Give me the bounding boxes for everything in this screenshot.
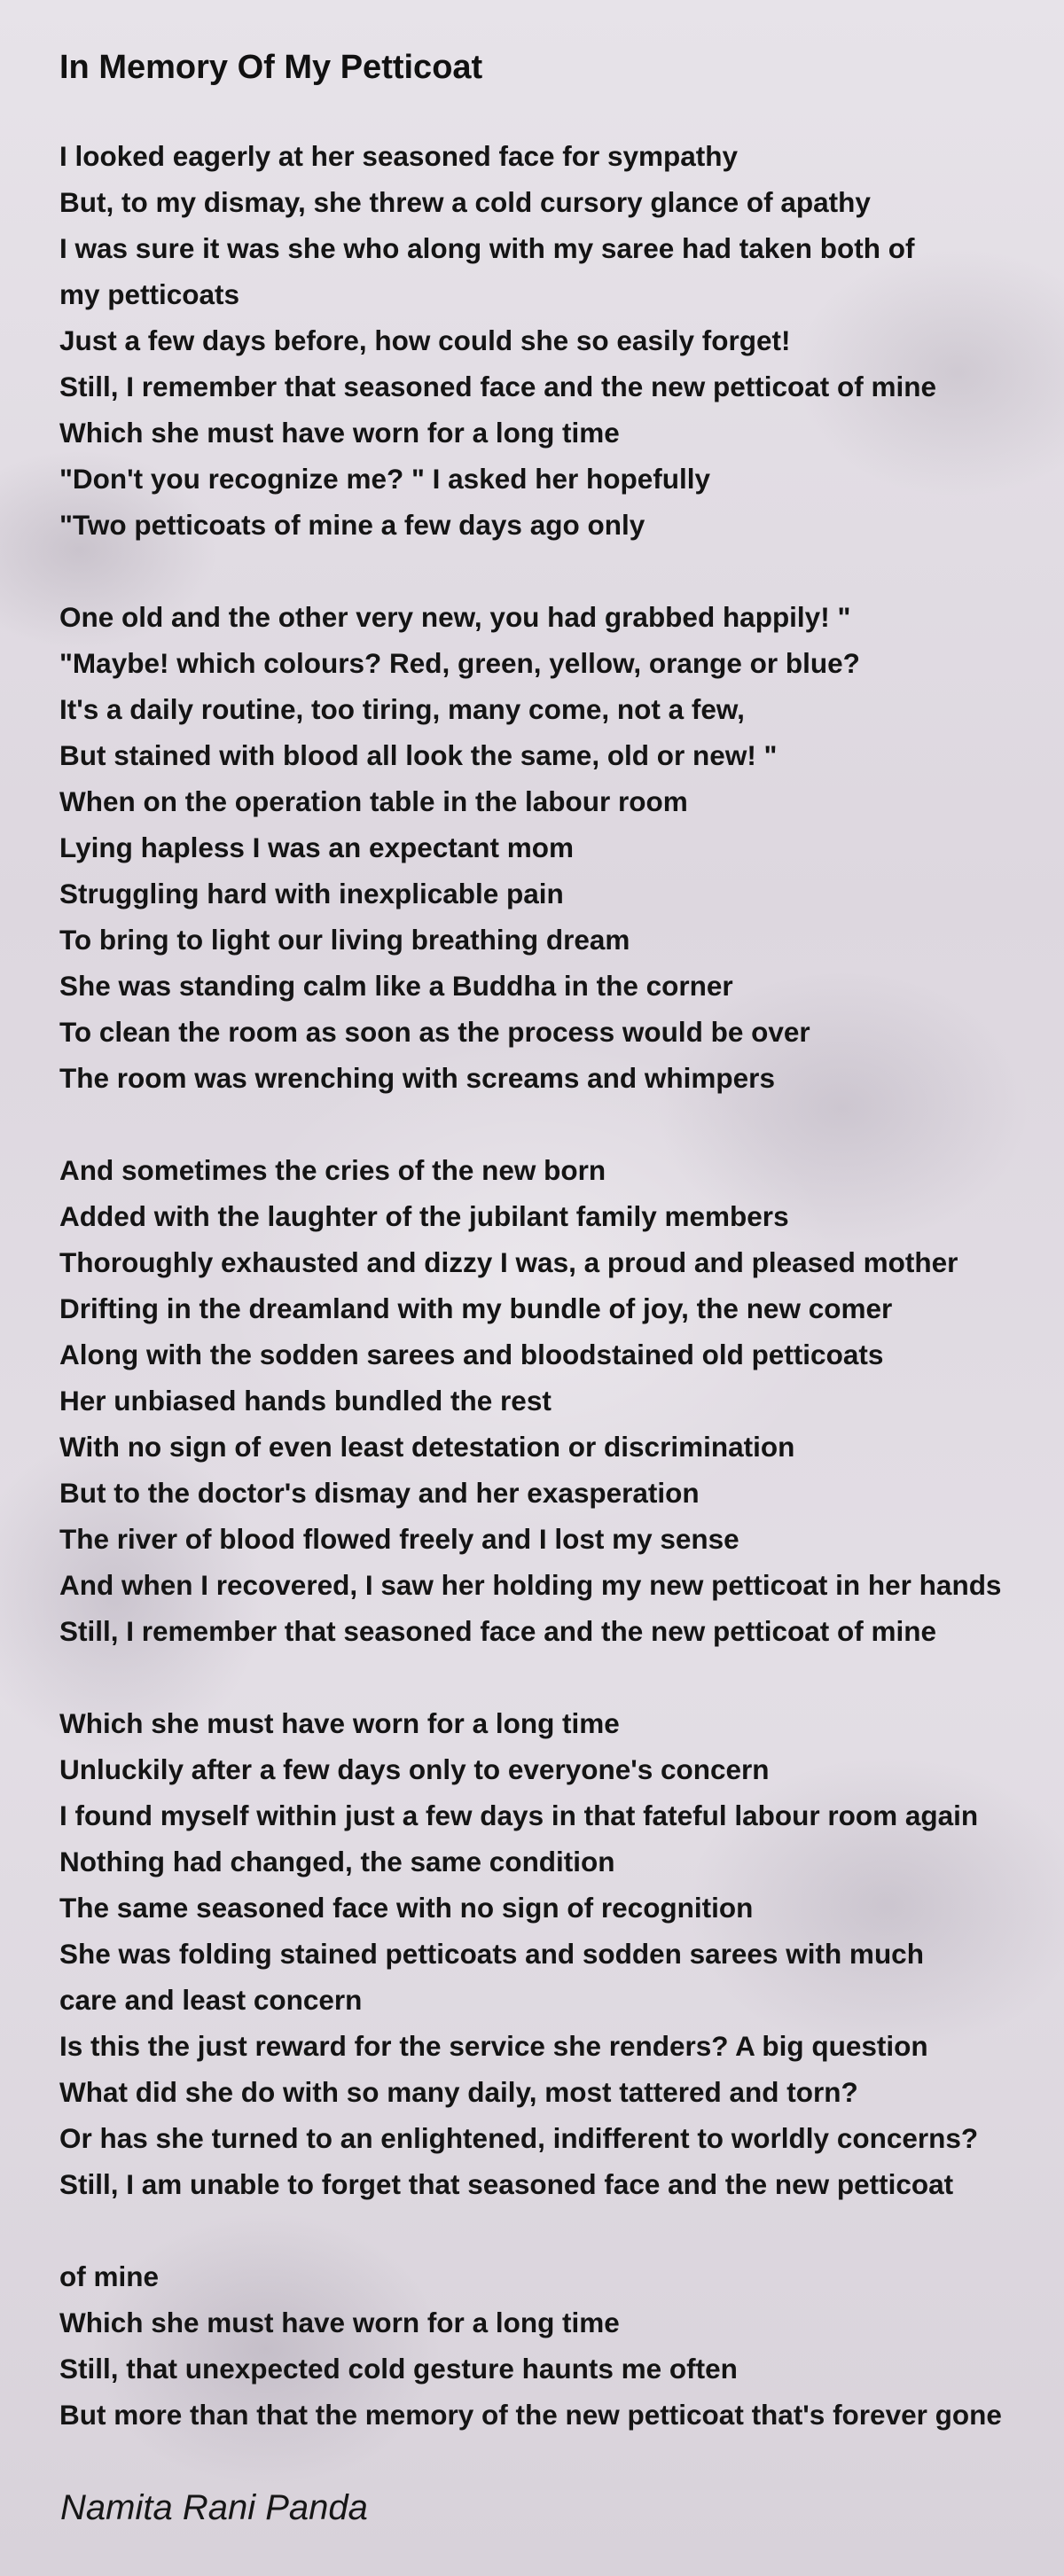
- poem-line: The same seasoned face with no sign of recognition: [59, 1892, 754, 1924]
- poem-line: To clean the room as soon as the process would be over: [59, 1016, 810, 1048]
- poem-line: I was sure it was she who along with my saree had taken both of: [59, 232, 915, 264]
- poem-line: Which she must have worn for a long time: [59, 1707, 620, 1739]
- poem-body: [59, 133, 1057, 2438]
- poem-line: With no sign of even least detestation or discrimination: [59, 1431, 795, 1463]
- poem-stanza: [59, 2253, 1057, 2438]
- poem-line: "Don't you recognize me? " I asked her hopefully: [59, 463, 710, 495]
- poem-line: Or has she turned to an enlightened, indifferent to worldly concerns?: [59, 2122, 979, 2154]
- poem-line: One old and the other very new, you had grabbed happily! ": [59, 601, 851, 633]
- poem-line: The river of blood flowed freely and I lost my sense: [59, 1523, 739, 1555]
- poem-line: of mine: [59, 2260, 160, 2292]
- poem-line: Is this the just reward for the service she renders? A big question: [59, 2030, 928, 2062]
- poem-line: But to the doctor's dismay and her exasperation: [59, 1477, 700, 1509]
- poem-line: Which she must have worn for a long time: [59, 417, 620, 449]
- poem-line: Which she must have worn for a long time: [59, 2307, 620, 2338]
- poem-line: But more than that the memory of the new petticoat that's forever gone: [59, 2399, 1002, 2431]
- poem-stanza: [59, 594, 1057, 1101]
- poem-line: care and least concern: [59, 1984, 363, 2016]
- poem-line: Lying hapless I was an expectant mom: [59, 831, 575, 863]
- poem-line: She was folding stained petticoats and sodden sarees with much: [59, 1938, 924, 1970]
- poem-line: But stained with blood all look the same, old or new! ": [59, 739, 778, 771]
- poem-stanza: [59, 1147, 1057, 1654]
- poem-stanza: [59, 1700, 1057, 2207]
- poem-line: I looked eagerly at her seasoned face for sympathy: [59, 140, 739, 172]
- poem-line: Thoroughly exhausted and dizzy I was, a proud and pleased mother: [59, 1246, 958, 1278]
- poem-line: When on the operation table in the labour room: [59, 785, 688, 817]
- poem-line: "Two petticoats of mine a few days ago only: [59, 509, 645, 541]
- poem-line: Added with the laughter of the jubilant family members: [59, 1200, 789, 1232]
- poem-line: Struggling hard with inexplicable pain: [59, 878, 564, 909]
- poem-line: Unluckily after a few days only to everyone's concern: [59, 1753, 770, 1785]
- poem-line: But, to my dismay, she threw a cold cursory glance of apathy: [59, 186, 871, 218]
- poem-line: And sometimes the cries of the new born: [59, 1154, 606, 1186]
- poem-line: "Maybe! which colours? Red, green, yellow, orange or blue?: [59, 647, 860, 679]
- poem-line: Still, I am unable to forget that seasoned face and the new petticoat: [59, 2168, 954, 2200]
- poem-line: Nothing had changed, the same condition: [59, 1846, 615, 1877]
- poem-line: What did she do with so many daily, most tattered and torn?: [59, 2076, 858, 2108]
- poem-title: In Memory Of My Petticoat: [59, 49, 483, 86]
- poem-line: Still, I remember that seasoned face and the new petticoat of mine: [59, 371, 936, 402]
- poem-line: Drifting in the dreamland with my bundle of joy, the new comer: [59, 1292, 893, 1324]
- poem-author: Namita Rani Panda: [60, 2488, 368, 2527]
- poem-stanza: [59, 133, 1057, 548]
- poem-line: Still, that unexpected cold gesture haunts me often: [59, 2353, 738, 2385]
- poem-line: She was standing calm like a Buddha in the corner: [59, 970, 733, 1002]
- poem-line: Still, I remember that seasoned face and the new petticoat of mine: [59, 1615, 936, 1647]
- poem-line: It's a daily routine, too tiring, many come, not a few,: [59, 693, 745, 725]
- poem-line: The room was wrenching with screams and whimpers: [59, 1062, 775, 1094]
- poem-line: Her unbiased hands bundled the rest: [59, 1385, 552, 1417]
- poem-line: And when I recovered, I saw her holding my new petticoat in her hands: [59, 1569, 1002, 1601]
- poem-line: my petticoats: [59, 278, 240, 310]
- poem-line: To bring to light our living breathing dream: [59, 924, 630, 956]
- poem-line: Along with the sodden sarees and bloodstained old petticoats: [59, 1339, 884, 1370]
- poem-line: I found myself within just a few days in that fateful labour room again: [59, 1799, 979, 1831]
- poem-line: Just a few days before, how could she so easily forget!: [59, 324, 791, 356]
